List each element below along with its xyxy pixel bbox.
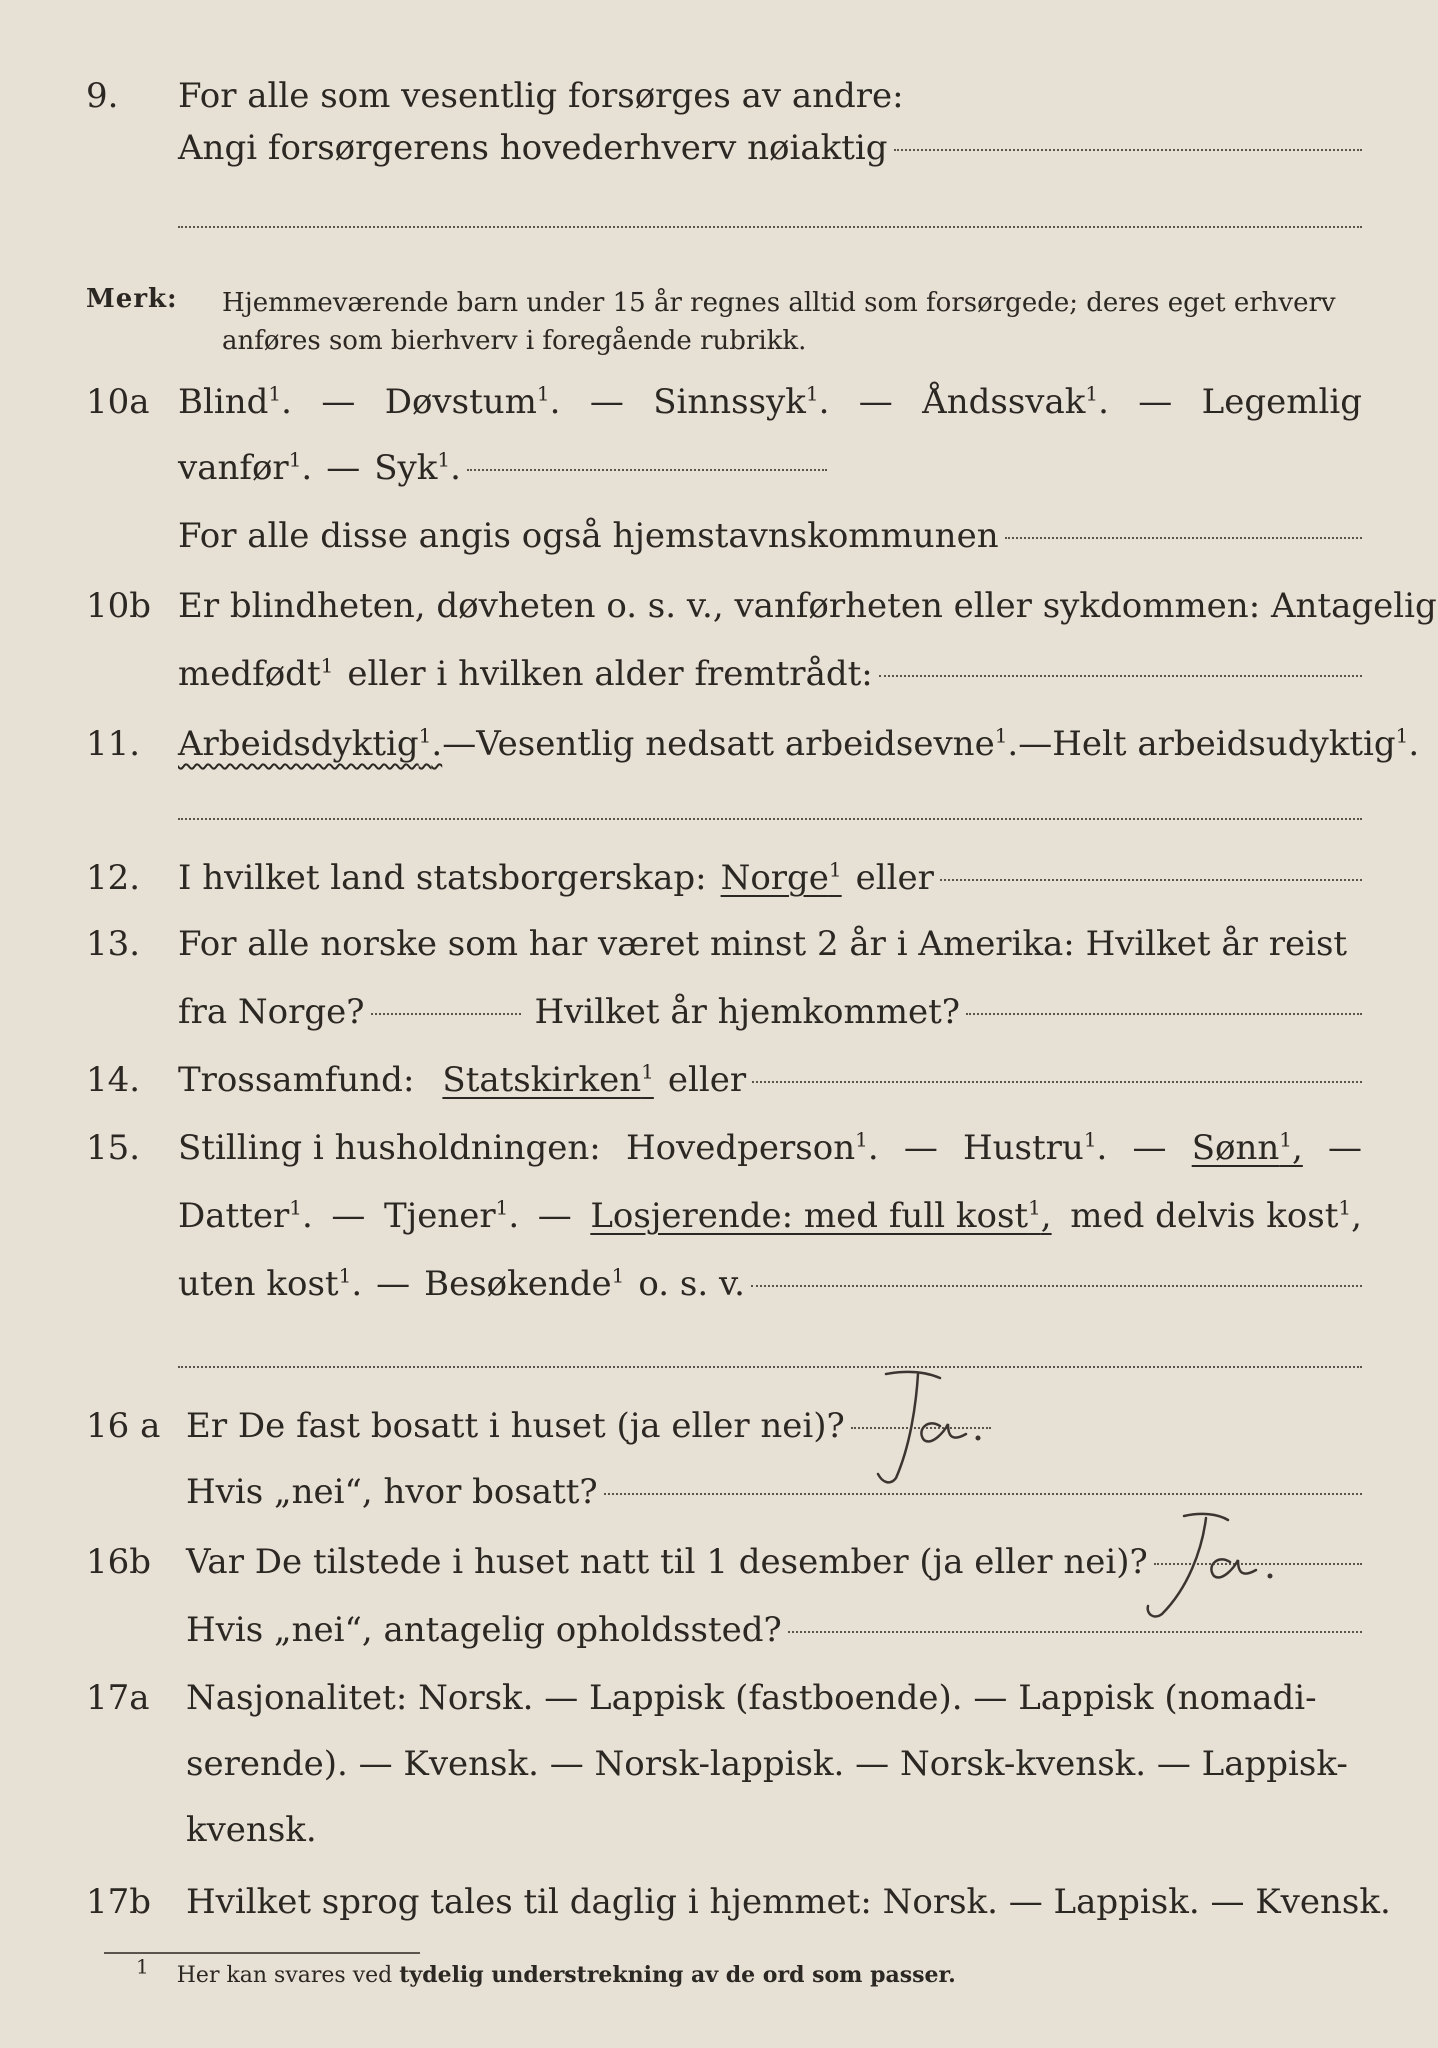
q17a-line1-wrap bbox=[186, 1676, 1362, 1720]
option-syk[interactable]: Syk$^1$. bbox=[374, 447, 461, 488]
footnote-text-bold: tydelig understrekning av de ord som passer. bbox=[399, 1962, 956, 1988]
footnote bbox=[136, 1954, 956, 1988]
q15-osv: o. s. v. bbox=[638, 1264, 745, 1304]
question-number: 16b bbox=[86, 1542, 152, 1582]
q10a-options bbox=[178, 380, 1362, 424]
q14-tail: eller bbox=[667, 1060, 747, 1100]
answer-field[interactable] bbox=[788, 1631, 1362, 1633]
answer-line[interactable] bbox=[178, 818, 1362, 820]
q9-line2: Angi forsørgerens hovederhverv nøiaktig bbox=[178, 128, 888, 168]
q10b-line2: eller i hvilken alder fremtrådt: bbox=[347, 654, 873, 694]
option-andssvak[interactable]: Åndssvak$^1$. bbox=[922, 381, 1109, 422]
answer-line[interactable] bbox=[178, 226, 1362, 228]
dash: — bbox=[537, 1196, 572, 1236]
q15-text: Stilling i husholdningen: bbox=[178, 1128, 601, 1168]
q10a-line2-wrap bbox=[178, 446, 1362, 490]
dash: — bbox=[903, 1128, 938, 1168]
question-number: 15. bbox=[86, 1128, 141, 1168]
option-delvis-kost[interactable]: med delvis kost$^1$, bbox=[1070, 1195, 1362, 1236]
q16b-line2-wrap bbox=[186, 1608, 1362, 1652]
q16a-line1: Er De fast bosatt i huset (ja eller nei)? bbox=[186, 1406, 845, 1446]
q15-line2 bbox=[178, 1194, 1362, 1238]
option-tjener[interactable]: Tjener$^1$. bbox=[383, 1195, 520, 1236]
q9-line1: For alle som vesentlig forsørges av andre: bbox=[178, 76, 904, 116]
answer-field[interactable] bbox=[894, 149, 1362, 151]
dash: — bbox=[442, 724, 477, 764]
q13-line1-wrap bbox=[178, 922, 1362, 966]
answer-field-hjemkommet[interactable] bbox=[966, 1013, 1362, 1015]
q12-wrap bbox=[178, 856, 1362, 900]
footnote-mark: 1 bbox=[136, 1954, 149, 1979]
q13-line2a: fra Norge? bbox=[178, 992, 365, 1032]
option-hovedperson[interactable]: Hovedperson$^1$. bbox=[625, 1127, 879, 1168]
option-hustru[interactable]: Hustru$^1$. bbox=[963, 1127, 1108, 1168]
q16b-line1: Var De tilstede i huset natt til 1 desember (ja eller nei)? bbox=[186, 1542, 1148, 1582]
q13-line2b: Hvilket år hjemkommet? bbox=[534, 992, 961, 1032]
option-legemlig[interactable]: Legemlig bbox=[1201, 382, 1362, 422]
q15-line3 bbox=[178, 1262, 1362, 1306]
question-number: 16 a bbox=[86, 1406, 161, 1446]
q17b-line1-wrap bbox=[186, 1880, 1391, 1924]
dash: — bbox=[321, 382, 356, 422]
option-vanfor[interactable]: vanfør$^1$. bbox=[178, 447, 313, 488]
answer-field[interactable] bbox=[604, 1493, 1362, 1495]
q16a-line2-wrap bbox=[186, 1470, 1362, 1514]
dash: — bbox=[1132, 1128, 1167, 1168]
answer-field-reist[interactable] bbox=[371, 1013, 521, 1015]
question-number: 10a bbox=[86, 382, 150, 422]
q9-line2-wrap bbox=[178, 126, 1362, 170]
q16a-line1-wrap bbox=[186, 1404, 1362, 1448]
q13-line2-wrap bbox=[178, 990, 1362, 1034]
question-number: 12. bbox=[86, 858, 141, 898]
q17a-line2: serende). — Kvensk. — Norsk-lappisk. — Norsk-kvensk. — Lappisk- bbox=[186, 1744, 1348, 1784]
dash: — bbox=[1138, 382, 1173, 422]
q16b-line2: Hvis „nei“, antagelig opholdssted? bbox=[186, 1610, 782, 1650]
dash: — bbox=[326, 448, 361, 488]
q13-line1: For alle norske som har været minst 2 år i Amerika: Hvilket år reist bbox=[178, 924, 1348, 964]
option-datter[interactable]: Datter$^1$. bbox=[178, 1195, 313, 1236]
option-sinnssyk[interactable]: Sinnssyk$^1$. bbox=[653, 381, 830, 422]
option-losjerende-full-kost-underlined[interactable]: Losjerende: med full kost$^1$, bbox=[590, 1195, 1052, 1236]
option-norge-underlined[interactable]: Norge$^1$ bbox=[720, 857, 842, 898]
q10b-line2-wrap bbox=[178, 652, 1362, 696]
question-number: 17b bbox=[86, 1882, 152, 1922]
q10b-line1: Er blindheten, døvheten o. s. v., vanførheten eller sykdommen: Antagelig bbox=[178, 586, 1437, 626]
dash: — bbox=[1327, 1128, 1362, 1168]
answer-field[interactable] bbox=[879, 675, 1362, 677]
dash: — bbox=[376, 1264, 411, 1304]
q14-wrap bbox=[178, 1058, 1362, 1102]
dash: — bbox=[589, 382, 624, 422]
question-number: 11. bbox=[86, 724, 141, 764]
option-udyktig[interactable]: Helt arbeidsudyktig$^1$. bbox=[1052, 723, 1420, 764]
dash: — bbox=[1018, 724, 1053, 764]
question-number: 10b bbox=[86, 586, 152, 626]
q17a-line3: kvensk. bbox=[186, 1810, 317, 1850]
note-text: Hjemmeværende barn under 15 år regnes alltid som forsørgede; deres eget erhverv anføres som bierhverv i foregående rubrikk. bbox=[222, 288, 1336, 356]
option-statskirken-underlined[interactable]: Statskirken$^1$ bbox=[442, 1059, 654, 1100]
q10b-line1-wrap bbox=[178, 584, 1437, 628]
q12-tail: eller bbox=[855, 858, 934, 898]
q17a-line3-wrap bbox=[186, 1808, 1362, 1852]
option-blind[interactable]: Blind$^1$. bbox=[178, 381, 292, 422]
q16a-line2: Hvis „nei“, hvor bosatt? bbox=[186, 1472, 598, 1512]
option-sonn-underlined[interactable]: Sønn$^1$, bbox=[1191, 1127, 1303, 1168]
q11-options bbox=[178, 722, 1420, 766]
option-arbeidsdyktig-underlined[interactable]: Arbeidsdyktig$^1$. bbox=[178, 723, 443, 764]
q10a-line3: For alle disse angis også hjemstavnskommunen bbox=[178, 516, 999, 556]
q12-text: I hvilket land statsborgerskap: bbox=[178, 858, 707, 898]
question-number: 17a bbox=[86, 1678, 150, 1718]
option-uten-kost[interactable]: uten kost$^1$. bbox=[178, 1263, 363, 1304]
option-nedsatt[interactable]: Vesentlig nedsatt arbeidsevne$^1$. bbox=[476, 723, 1019, 764]
option-medfodt[interactable]: medfødt$^1$ bbox=[178, 653, 334, 694]
question-number: 9. bbox=[86, 76, 119, 116]
option-dovstum[interactable]: Døvstum$^1$. bbox=[384, 381, 561, 422]
answer-field[interactable] bbox=[752, 1081, 1362, 1083]
q17a-line2-wrap bbox=[186, 1742, 1362, 1786]
dash: — bbox=[858, 382, 893, 422]
q17b-line1: Hvilket sprog tales til daglig i hjemmet: Norsk. — Lappisk. — Kvensk. bbox=[186, 1882, 1391, 1922]
answer-field[interactable] bbox=[467, 469, 827, 471]
footnote-divider bbox=[104, 1952, 420, 1954]
question-number: 13. bbox=[86, 924, 141, 964]
q15-line1 bbox=[178, 1126, 1362, 1170]
q14-text: Trossamfund: bbox=[178, 1060, 415, 1100]
q10a-line3-wrap bbox=[178, 514, 1362, 558]
note-label: Merk: bbox=[86, 284, 178, 314]
question-number: 14. bbox=[86, 1060, 141, 1100]
answer-field[interactable] bbox=[1005, 537, 1362, 539]
answer-field[interactable] bbox=[751, 1285, 1362, 1287]
answer-line[interactable] bbox=[178, 1366, 1362, 1368]
dash: — bbox=[331, 1196, 366, 1236]
q17a-line1: Nasjonalitet: Norsk. — Lappisk (fastboende). — Lappisk (nomadi- bbox=[186, 1678, 1317, 1718]
footnote-text: Her kan svares ved bbox=[176, 1963, 393, 1988]
option-besokende[interactable]: Besøkende$^1$ bbox=[424, 1263, 625, 1304]
answer-field[interactable] bbox=[940, 879, 1362, 881]
question-text bbox=[178, 74, 1362, 118]
